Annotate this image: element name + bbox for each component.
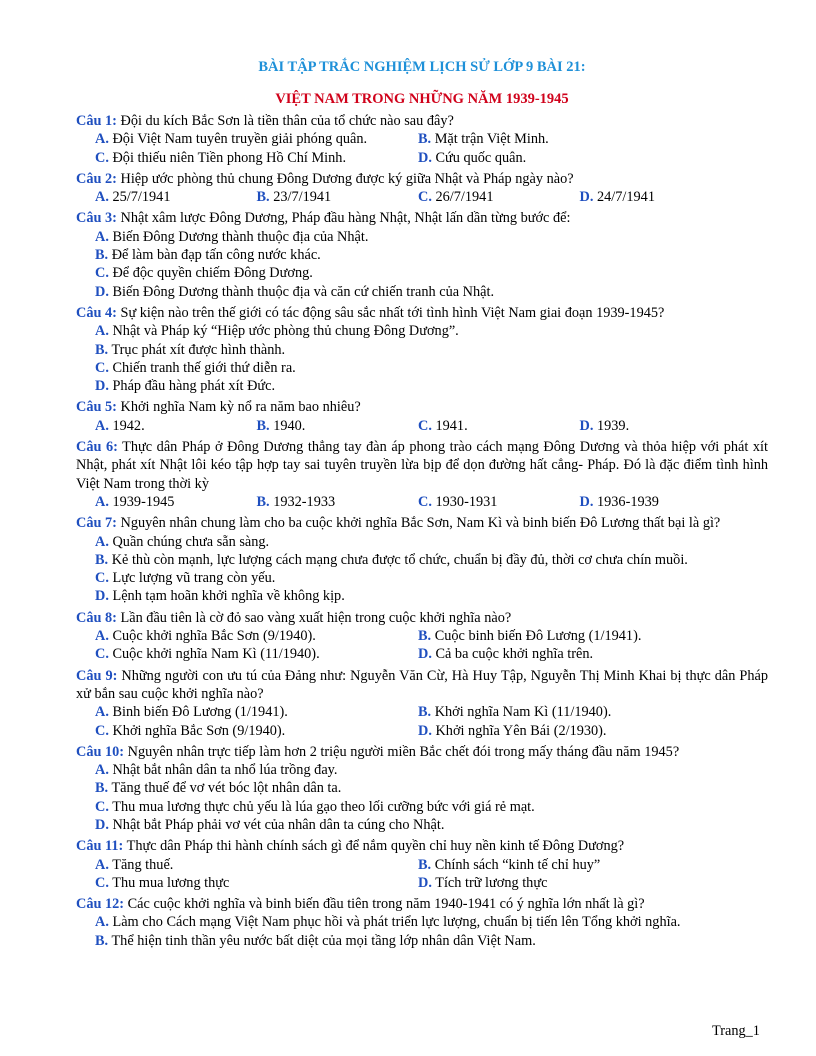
question-8 — [76, 609, 768, 627]
page-title: BÀI TẬP TRẮC NGHIỆM LỊCH SỬ LỚP 9 BÀI 21: — [258, 59, 586, 75]
options-9 — [76, 703, 768, 740]
option-letter: B. — [95, 780, 109, 797]
options-5 — [76, 417, 768, 435]
question-text: Các cuộc khởi nghĩa và binh biến đầu tiên trong năm 1940-1941 có ý nghĩa lớn nhất là gì? — [124, 896, 645, 913]
question-text: Đội du kích Bắc Sơn là tiền thân của tổ chức nào sau đây? — [116, 113, 454, 129]
question-label: Câu 8: — [76, 609, 117, 626]
page-number: Trang_1 — [712, 1023, 760, 1039]
question-5 — [76, 398, 768, 416]
option-letter: B. — [95, 247, 109, 264]
option-letter: D. — [95, 283, 109, 300]
option-letter: D. — [418, 874, 432, 891]
question-3 — [76, 209, 768, 227]
option-letter: A. — [95, 704, 109, 721]
question-text: Sự kiện nào trên thế giới có tác động sâu sắc nhất tới tình hình Việt Nam giai đoạn 1939-1945? — [116, 304, 665, 321]
option-a — [95, 761, 768, 779]
question-label: Câu 4: — [76, 304, 117, 321]
question-text: Thực dân Pháp thi hành chính sách gì để nắm quyền chỉ huy nền kinh tế Đông Dương? — [123, 838, 625, 855]
option-text: Thể hiện tinh thần yêu nước bất diệt của mọi tầng lớp nhân dân Việt Nam. — [108, 932, 536, 949]
options-2 — [76, 188, 768, 206]
option-c — [95, 645, 418, 663]
option-letter: D. — [579, 493, 594, 510]
option-a — [95, 417, 257, 435]
option-letter: A. — [95, 131, 109, 148]
question-text: Hiệp ước phòng thủ chung Đông Dương được ký giữa Nhật và Pháp ngày nào? — [116, 170, 574, 187]
options-6 — [76, 493, 768, 511]
option-letter: A. — [95, 856, 109, 873]
option-text: Chiến tranh thế giới thứ diễn ra. — [108, 359, 296, 376]
option-text: Chính sách “kinh tế chỉ huy” — [431, 856, 601, 873]
option-b — [95, 932, 768, 950]
option-text: Lực lượng vũ trang còn yếu. — [108, 570, 276, 587]
option-letter: A. — [95, 533, 109, 550]
options-12 — [76, 913, 768, 950]
option-b — [95, 551, 768, 569]
question-12 — [76, 895, 768, 913]
option-text: Pháp đầu hàng phát xít Đức. — [108, 378, 276, 395]
option-d — [95, 587, 768, 605]
option-c — [95, 722, 418, 740]
option-letter: C. — [95, 722, 109, 739]
option-letter: B. — [95, 932, 109, 949]
option-letter: C. — [95, 570, 109, 587]
option-b — [418, 130, 741, 148]
option-letter: D. — [418, 722, 432, 739]
question-label: Câu 1: — [76, 113, 117, 129]
option-letter: B. — [95, 551, 109, 568]
option-letter: B. — [418, 628, 432, 645]
question-label: Câu 9: — [76, 667, 118, 684]
option-text: Để làm bàn đạp tấn công nước khác. — [108, 247, 321, 264]
option-text: Cuộc khởi nghĩa Bắc Sơn (9/1940). — [108, 628, 316, 645]
option-letter: C. — [95, 646, 109, 663]
option-d — [95, 816, 768, 834]
option-text: Khởi nghĩa Bắc Sơn (9/1940). — [108, 722, 286, 739]
option-d — [95, 377, 768, 395]
option-letter: C. — [418, 189, 432, 206]
option-text: Khởi nghĩa Yên Bái (2/1930). — [431, 722, 607, 739]
option-d — [418, 149, 741, 167]
option-text: Cứu quốc quân. — [431, 149, 527, 166]
option-text: Mặt trận Việt Minh. — [431, 131, 549, 148]
option-text: Kẻ thù còn mạnh, lực lượng cách mạng chưa được tổ chức, chuẩn bị đầy đủ, thời cơ chưa chín muồi. — [108, 551, 688, 568]
option-letter: D. — [418, 646, 432, 663]
document-page — [76, 58, 768, 950]
question-9 — [76, 667, 768, 704]
option-letter: C. — [95, 874, 109, 891]
option-letter: B. — [256, 417, 270, 434]
option-c — [95, 264, 768, 282]
options-11 — [76, 856, 768, 893]
option-d — [580, 188, 742, 206]
option-text: Biến Đông Dương thành thuộc địa của Nhật. — [108, 228, 369, 245]
option-text: 1936-1939 — [593, 493, 659, 510]
option-letter: A. — [95, 762, 109, 779]
option-text: Nhật bắt Pháp phải vơ vét của nhân dân ta cúng cho Nhật. — [108, 816, 445, 833]
option-b — [418, 856, 741, 874]
option-a — [95, 322, 768, 340]
option-text: Cuộc binh biến Đô Lương (1/1941). — [431, 628, 642, 645]
question-10 — [76, 743, 768, 761]
option-letter: C. — [95, 359, 109, 376]
option-letter: A. — [95, 228, 109, 245]
option-letter: A. — [95, 189, 109, 206]
option-letter: D. — [579, 189, 594, 206]
question-label: Câu 12: — [76, 896, 125, 913]
option-d — [418, 722, 741, 740]
option-letter: A. — [95, 323, 109, 340]
option-text: 25/7/1941 — [108, 189, 171, 206]
option-text: 1932-1933 — [269, 493, 336, 510]
option-letter: C. — [418, 417, 432, 434]
option-letter: B. — [95, 341, 109, 358]
options-1 — [76, 130, 768, 167]
option-a — [95, 130, 418, 148]
option-letter: A. — [95, 914, 109, 931]
option-text: Để độc quyền chiếm Đông Dương. — [108, 265, 313, 282]
option-text: Lệnh tạm hoãn khởi nghĩa về không kịp. — [108, 588, 345, 605]
option-letter: C. — [95, 798, 109, 815]
option-b — [95, 779, 768, 797]
option-text: 1930-1931 — [431, 493, 498, 510]
options-3 — [76, 228, 768, 301]
option-text: 1940. — [269, 417, 306, 434]
question-label: Câu 2: — [76, 170, 117, 187]
option-text: Cuộc khởi nghĩa Nam Kì (11/1940). — [108, 646, 320, 663]
question-text: Khởi nghĩa Nam kỳ nổ ra năm bao nhiêu? — [116, 399, 361, 416]
option-d — [95, 283, 768, 301]
option-letter: D. — [579, 417, 594, 434]
option-a — [95, 533, 768, 551]
option-letter: B. — [418, 704, 432, 721]
option-a — [95, 228, 768, 246]
option-text: Tăng thuế. — [108, 856, 174, 873]
question-label: Câu 6: — [76, 439, 118, 456]
option-text: 1939-1945 — [108, 493, 175, 510]
option-b — [418, 627, 741, 645]
question-11 — [76, 837, 768, 855]
option-c — [418, 493, 580, 511]
option-c — [418, 417, 580, 435]
option-b — [257, 188, 419, 206]
option-text: Nhật bắt nhân dân ta nhổ lúa trồng đay. — [108, 762, 338, 779]
option-b — [257, 493, 419, 511]
question-4 — [76, 304, 768, 322]
option-text: Đội Việt Nam tuyên truyền giải phóng quân. — [108, 131, 368, 148]
option-text: 1941. — [431, 417, 468, 434]
option-d — [418, 874, 741, 892]
option-letter: D. — [95, 816, 109, 833]
option-text: 1942. — [108, 417, 145, 434]
option-text: Khởi nghĩa Nam Kì (11/1940). — [431, 704, 612, 721]
question-label: Câu 5: — [76, 399, 117, 416]
option-text: Trục phát xít được hình thành. — [108, 341, 286, 358]
option-d — [580, 493, 742, 511]
option-b — [257, 417, 419, 435]
option-a — [95, 493, 257, 511]
question-label: Câu 7: — [76, 515, 117, 532]
option-letter: D. — [95, 588, 109, 605]
option-c — [95, 359, 768, 377]
option-letter: B. — [418, 131, 432, 148]
option-text: Quần chúng chưa sẵn sàng. — [108, 533, 270, 550]
option-letter: C. — [95, 149, 109, 166]
option-letter: C. — [418, 493, 432, 510]
option-letter: B. — [256, 493, 270, 510]
option-b — [95, 246, 768, 264]
option-text: Thu mua lương thực — [108, 874, 230, 891]
option-c — [95, 874, 418, 892]
question-text: Những người con ưu tú của Đảng như: Nguyễn Văn Cừ, Hà Huy Tập, Nguyễn Thị Minh Khai bị thực dân Pháp xử bắn sau cuộc khởi nghĩa nào? — [76, 667, 768, 702]
question-label: Câu 3: — [76, 210, 117, 227]
question-6 — [76, 438, 768, 493]
option-text: 26/7/1941 — [431, 189, 494, 206]
question-text: Thực dân Pháp ở Đông Dương thẳng tay đàn áp phong trào cách mạng Đông Dương và thỏa hiệp với phát xít Nhật, phát xít Nhật lôi kéo tập hợp tay sai tuyên truyền lừa bịp để dọn đường hất cẳng- Pháp. Đó là đặc điểm tình hình Việt Nam trong thời kỳ — [76, 439, 768, 492]
option-letter: C. — [95, 265, 109, 282]
option-text: 23/7/1941 — [269, 189, 332, 206]
options-10 — [76, 761, 768, 834]
option-a — [95, 913, 768, 931]
option-c — [95, 569, 768, 587]
option-b — [95, 341, 768, 359]
question-label: Câu 11: — [76, 838, 124, 855]
page-subtitle: VIỆT NAM TRONG NHỮNG NĂM 1939-1945 — [275, 91, 569, 107]
option-text: Thu mua lương thực chủ yếu là lúa gạo theo lối cưỡng bức với giá rẻ mạt. — [108, 798, 535, 815]
option-a — [95, 703, 418, 721]
option-a — [95, 856, 418, 874]
option-text: Biến Đông Dương thành thuộc địa và căn cứ chiến tranh của Nhật. — [108, 283, 495, 300]
option-text: Đội thiếu niên Tiền phong Hồ Chí Minh. — [108, 149, 347, 166]
option-d — [580, 417, 742, 435]
option-letter: B. — [256, 189, 270, 206]
option-text: Cả ba cuộc khởi nghĩa trên. — [431, 646, 594, 663]
option-text: Tích trữ lương thực — [431, 874, 548, 891]
option-a — [95, 188, 257, 206]
option-letter: A. — [95, 493, 109, 510]
option-text: Nhật và Pháp ký “Hiệp ước phòng thủ chung Đông Dương”. — [108, 323, 459, 340]
options-4 — [76, 322, 768, 395]
question-text: Nguyên nhân trực tiếp làm hơn 2 triệu người miền Bắc chết đói trong mấy tháng đầu năm 1945? — [124, 743, 680, 760]
option-text: 1939. — [593, 417, 630, 434]
option-b — [418, 703, 741, 721]
option-letter: D. — [95, 378, 109, 395]
options-7 — [76, 533, 768, 606]
option-c — [418, 188, 580, 206]
option-c — [95, 149, 418, 167]
option-letter: A. — [95, 417, 109, 434]
question-2 — [76, 170, 768, 188]
option-text: 24/7/1941 — [593, 189, 655, 206]
question-7 — [76, 514, 768, 532]
option-letter: D. — [418, 149, 432, 166]
option-letter: A. — [95, 628, 109, 645]
question-1 — [76, 112, 768, 130]
option-letter: B. — [418, 856, 432, 873]
option-c — [95, 798, 768, 816]
question-text: Lần đầu tiên là cờ đỏ sao vàng xuất hiện trong cuộc khởi nghĩa nào? — [116, 609, 512, 626]
question-label: Câu 10: — [76, 743, 125, 760]
question-text: Nguyên nhân chung làm cho ba cuộc khởi nghĩa Bắc Sơn, Nam Kì và binh biến Đô Lương thất bại là gì? — [116, 515, 721, 532]
option-text: Làm cho Cách mạng Việt Nam phục hồi và phát triển lực lượng, chuẩn bị tiến lên Tổng khởi nghĩa. — [108, 914, 681, 931]
option-a — [95, 627, 418, 645]
options-8 — [76, 627, 768, 664]
question-text: Nhật xâm lược Đông Dương, Pháp đầu hàng Nhật, Nhật lấn dần từng bước để: — [116, 210, 571, 227]
option-text: Tăng thuế để vơ vét bóc lột nhân dân ta. — [108, 780, 342, 797]
option-text: Binh biến Đô Lương (1/1941). — [108, 704, 288, 721]
option-d — [418, 645, 741, 663]
